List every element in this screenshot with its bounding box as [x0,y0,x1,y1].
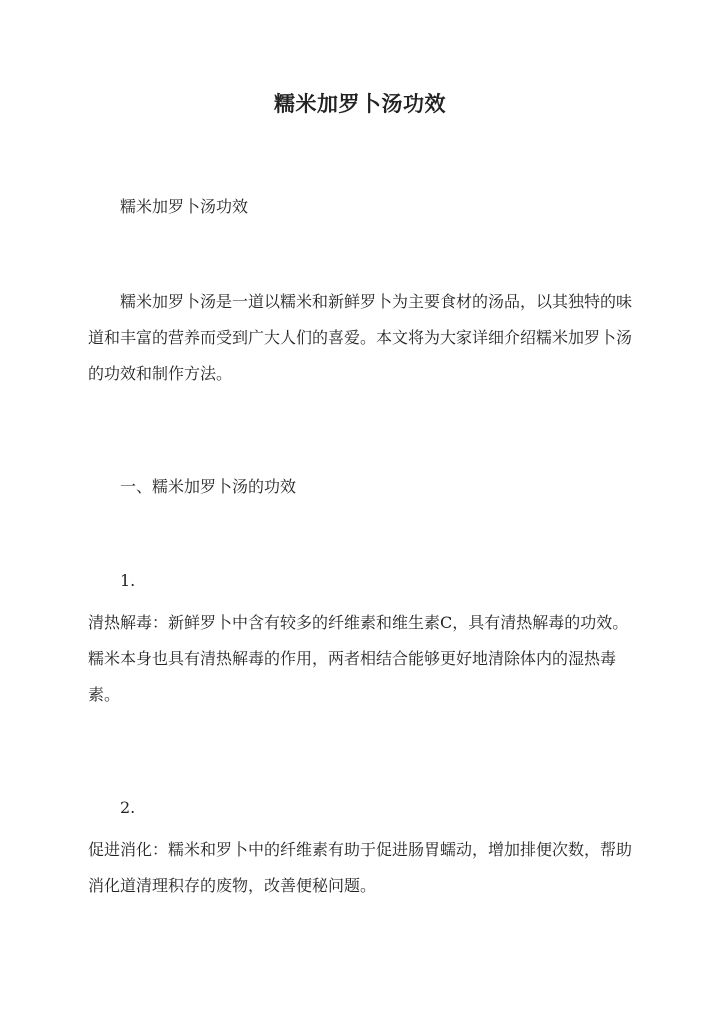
intro-paragraph: 糯米加罗卜汤是一道以糯米和新鲜罗卜为主要食材的汤品，以其独特的味道和丰富的营养而受到广大人们的喜爱。本文将为大家详细介绍糯米加罗卜汤的功效和制作方法。 [88,292,633,383]
list-item-text: 清热解毒：新鲜罗卜中含有较多的纤维素和维生素C，具有清热解毒的功效。糯米本身也具有清热解毒的作用，两者相结合能够更好地清除体内的湿热毒素。 [88,613,629,704]
document-subtitle: 糯米加罗卜汤功效 [120,197,249,216]
list-item-number: 2. [120,798,136,817]
section-heading: 一、糯米加罗卜汤的功效 [120,477,297,496]
list-item-text: 促进消化：糯米和罗卜中的纤维素有助于促进肠胃蠕动，增加排便次数，帮助消化道清理积存的废物，改善便秘问题。 [88,840,633,895]
list-item-number: 1. [120,571,136,590]
document-title: 糯米加罗卜汤功效 [274,91,446,116]
